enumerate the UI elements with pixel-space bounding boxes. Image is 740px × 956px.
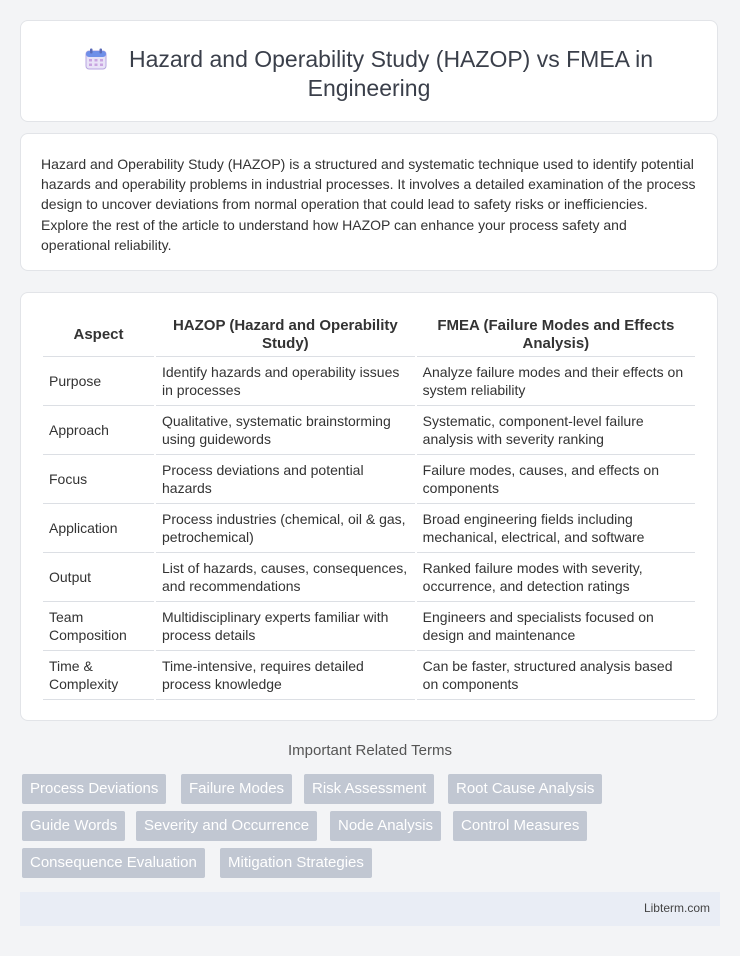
table-row: [43, 553, 695, 602]
page-title: [21, 45, 717, 103]
table-row: [43, 455, 695, 504]
cell-hazop: Time-intensive, requires detailed process knowledge: [156, 651, 415, 700]
calendar-icon: [85, 48, 107, 70]
tag-control-measures[interactable]: Control Measures: [453, 811, 587, 841]
tag-root-cause-analysis[interactable]: Root Cause Analysis: [448, 774, 602, 804]
cell-fmea: Systematic, component-level failure analysis with severity ranking: [417, 406, 695, 455]
cell-aspect: Focus: [43, 455, 154, 504]
footer: [20, 892, 720, 926]
tag-mitigation-strategies[interactable]: Mitigation Strategies: [220, 848, 372, 878]
comparison-card: [20, 292, 718, 721]
table-row: [43, 406, 695, 455]
cell-fmea: Ranked failure modes with severity, occurrence, and detection ratings: [417, 553, 695, 602]
table-header-row: [43, 313, 695, 357]
cell-aspect: Purpose: [43, 357, 154, 406]
cell-aspect: Application: [43, 504, 154, 553]
header-aspect: Aspect: [43, 313, 154, 357]
related-terms-title: Important Related Terms: [288, 742, 452, 759]
intro-text: Hazard and Operability Study (HAZOP) is a structured and systematic technique used to identify potential hazards and operability problems in industrial processes. It involves a detailed examination of the process design to uncover deviations from normal operation that could lead to safety risks or inefficiencies. Explore the rest of the article to understand how HAZOP can enhance your process safety and operational reliability.: [41, 156, 696, 253]
title-card: [20, 20, 718, 122]
footer-site-link[interactable]: Libterm.com: [643, 901, 710, 915]
cell-aspect: Approach: [43, 406, 154, 455]
cell-hazop: Process industries (chemical, oil & gas, petrochemical): [156, 504, 415, 553]
title-line-2: Engineering: [307, 75, 431, 101]
tag-guide-words[interactable]: Guide Words: [22, 811, 125, 841]
cell-hazop: List of hazards, causes, consequences, and recommendations: [156, 553, 415, 602]
cell-fmea: Failure modes, causes, and effects on components: [417, 455, 695, 504]
cell-aspect: Output: [43, 553, 154, 602]
header-fmea: FMEA (Failure Modes and Effects Analysis): [417, 313, 695, 357]
table-row: [43, 602, 695, 651]
tag-risk-assessment[interactable]: Risk Assessment: [304, 774, 434, 804]
cell-hazop: Qualitative, systematic brainstorming using guidewords: [156, 406, 415, 455]
header-hazop: HAZOP (Hazard and Operability Study): [156, 313, 415, 357]
tag-process-deviations[interactable]: Process Deviations: [22, 774, 166, 804]
cell-fmea: Broad engineering fields including mechanical, electrical, and software: [417, 504, 695, 553]
title-line-1: Hazard and Operability Study (HAZOP) vs FMEA in: [128, 46, 654, 72]
table-row: [43, 651, 695, 700]
tag-consequence-evaluation[interactable]: Consequence Evaluation: [22, 848, 205, 878]
cell-hazop: Identify hazards and operability issues in processes: [156, 357, 415, 406]
intro-card: [20, 133, 718, 271]
cell-fmea: Analyze failure modes and their effects on system reliability: [417, 357, 695, 406]
table-row: [43, 357, 695, 406]
tag-severity-and-occurrence[interactable]: Severity and Occurrence: [136, 811, 317, 841]
comparison-table: [41, 313, 697, 700]
table-row: [43, 504, 695, 553]
tag-failure-modes[interactable]: Failure Modes: [181, 774, 292, 804]
cell-fmea: Engineers and specialists focused on design and maintenance: [417, 602, 695, 651]
cell-fmea: Can be faster, structured analysis based on components: [417, 651, 695, 700]
cell-aspect: Team Composition: [43, 602, 154, 651]
cell-aspect: Time & Complexity: [43, 651, 154, 700]
cell-hazop: Multidisciplinary experts familiar with process details: [156, 602, 415, 651]
cell-hazop: Process deviations and potential hazards: [156, 455, 415, 504]
tag-node-analysis[interactable]: Node Analysis: [330, 811, 441, 841]
